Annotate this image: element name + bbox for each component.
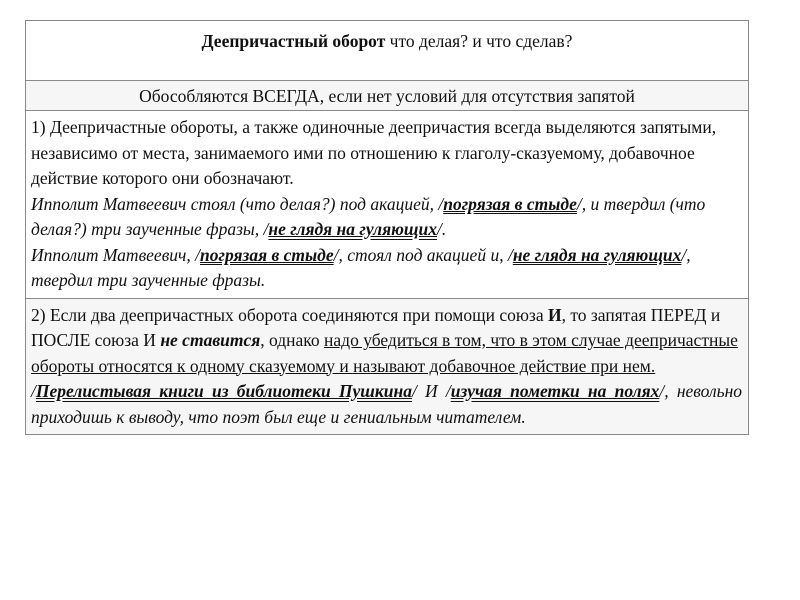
participle-phrase: изучая пометки на полях: [450, 381, 660, 401]
rules-table: [25, 20, 749, 435]
example-text: Ипполит Матвеевич, /: [31, 244, 201, 265]
participle-phrase: погрязая в стыде: [200, 244, 334, 265]
rule-2-row: [26, 299, 748, 435]
not-placed-emphasis: не ставится: [160, 330, 261, 350]
rule-1-text: 1) Деепричастные обороты, а также одиночные деепричастия всегда выделяются запятыми, независимо от места, занимаемого ими по отношению к глаголу-сказуемому, добавочное действие которого они обозначают.: [31, 117, 717, 188]
participle-phrase: Перелистывая книги из библиотеки Пушкина: [35, 381, 412, 401]
example-text: / И /: [411, 381, 451, 401]
example-text: /, невольно приходишь к выводу, что поэт был еще и гениальным читателем.: [31, 381, 742, 427]
underlined-condition: надо убедиться в том, что в этом случае деепричастные обороты относятся к одному сказуемому и называют добавочное действие при нем.: [31, 330, 738, 376]
rule-1-row: [26, 111, 748, 299]
rule-1-example-1: [31, 192, 742, 243]
table-subheader-row: [26, 81, 748, 111]
rule-text: 2) Если два деепричастных оборота соединяются при помощи союза: [31, 304, 548, 325]
union-word: И: [547, 304, 562, 325]
rule-1-example-2: [31, 243, 742, 294]
example-text: /, твердил три заученные фразы.: [31, 244, 691, 290]
rule-text: , однако: [260, 330, 325, 350]
header-term: Деепричастный оборот: [201, 31, 386, 51]
subheader-text: Обособляются ВСЕГДА, если нет условий для отсутствия запятой: [139, 86, 635, 106]
participle-phrase: не глядя на гуляющих: [268, 219, 437, 239]
example-text: /, и твердил (что делая?) три заученные фразы, /: [31, 193, 706, 239]
participle-phrase: погрязая в стыде: [443, 193, 577, 214]
rule-2-example: [31, 379, 742, 430]
example-text: /, стоял под акацией и, /: [333, 244, 513, 265]
example-text: /.: [437, 219, 447, 239]
rule-text: , то запятая ПЕРЕД и ПОСЛЕ союза И: [31, 304, 721, 350]
participle-phrase: не глядя на гуляющих: [512, 244, 682, 265]
rule-2-text: [31, 303, 742, 380]
table-header-row: [26, 21, 748, 81]
header-questions: что делая? и что сделав?: [385, 31, 573, 51]
example-text: /: [31, 381, 36, 401]
example-text: Ипполит Матвеевич стоял (что делая?) под акацией, /: [31, 193, 444, 214]
